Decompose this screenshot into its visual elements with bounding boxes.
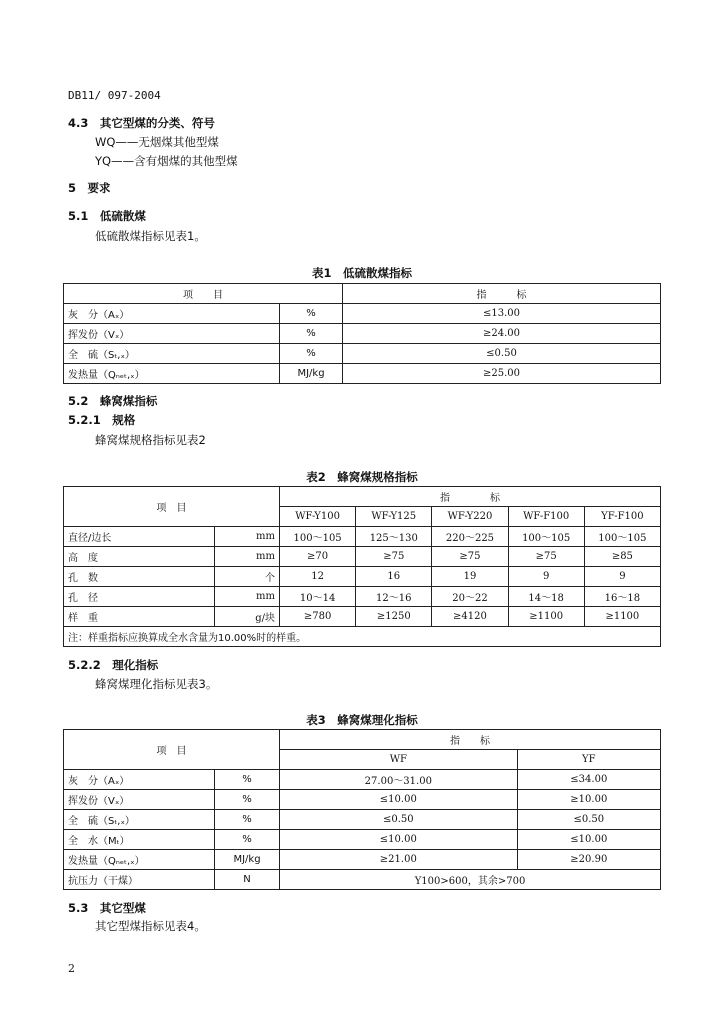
table3-row-unit: N <box>215 870 280 890</box>
table-row <box>64 607 661 627</box>
table3-row-name: 灰 分（Aₓ） <box>64 770 215 790</box>
table2-row-name: 高 度 <box>64 547 215 567</box>
table-row <box>64 567 661 587</box>
table-row <box>64 790 661 810</box>
table1-row-unit: MJ/kg <box>280 364 343 384</box>
table2-row-name: 直径/边长 <box>64 527 215 547</box>
table2-cell: 125～130 <box>356 527 432 547</box>
table1-row-unit: % <box>280 324 343 344</box>
table1 <box>63 283 661 384</box>
table3-row-unit: % <box>215 790 280 810</box>
table1-caption: 表1 低硫散煤指标 <box>311 266 412 280</box>
table3-row-name: 挥发份（Vₓ） <box>64 790 215 810</box>
table2-cell: ≥75 <box>432 547 508 567</box>
table2-cell: ≥75 <box>508 547 584 567</box>
table3-cell: ≤10.00 <box>517 830 660 850</box>
section-heading-5-2-2: 5.2.2 理化指标 <box>68 658 159 672</box>
table-row <box>64 547 661 567</box>
table-row <box>64 850 661 870</box>
section-heading-5-1: 5.1 低硫散煤 <box>68 209 146 223</box>
section-heading-5-2-1: 5.2.1 规格 <box>68 413 136 427</box>
table-row <box>64 364 661 384</box>
section-5-3-text: 其它型煤指标见表4。 <box>95 919 206 933</box>
table2-row-unit: g/块 <box>215 607 280 627</box>
table2-row-name: 孔 数 <box>64 567 215 587</box>
symbol-yq: YQ——含有烟煤的其他型煤 <box>95 154 238 168</box>
table3-cell: ≤10.00 <box>280 830 518 850</box>
table2-cell: ≥1100 <box>508 607 584 627</box>
table3-cell: ≥20.90 <box>517 850 660 870</box>
table1-row-value: ≥25.00 <box>343 364 661 384</box>
table3-column-header: WF <box>280 750 518 770</box>
table2-caption: 表2 蜂窝煤规格指标 <box>306 470 418 484</box>
table3-row-unit: % <box>215 770 280 790</box>
table3-cell: ≤10.00 <box>280 790 518 810</box>
table2-column-header: WF-F100 <box>508 507 584 527</box>
table2-cell: 20～22 <box>432 587 508 607</box>
table2-head-item: 项 目 <box>64 487 280 527</box>
table2-cell: ≥4120 <box>432 607 508 627</box>
table-row <box>64 810 661 830</box>
table2-header-row <box>64 487 661 507</box>
table1-row-value: ≤0.50 <box>343 344 661 364</box>
table3-row-unit: % <box>215 810 280 830</box>
table3-cell: ≥21.00 <box>280 850 518 870</box>
table3-row-name: 发热量（Qₙₑₜ,ₓ） <box>64 850 215 870</box>
table1-row-name: 挥发份（Vₓ） <box>64 324 280 344</box>
table1-row-unit: % <box>280 304 343 324</box>
table3-row-value: Y100>600，其余>700 <box>280 870 661 890</box>
table1-header-row <box>64 284 661 304</box>
table1-row-value: ≥24.00 <box>343 324 661 344</box>
table2-row-name: 样 重 <box>64 607 215 627</box>
table2-note-row <box>64 627 661 647</box>
section-5-1-text: 低硫散煤指标见表1。 <box>95 229 206 243</box>
section-heading-5-2: 5.2 蜂窝煤指标 <box>68 394 158 408</box>
table2-row-unit: mm <box>215 547 280 567</box>
table2-cell: ≥1250 <box>356 607 432 627</box>
table2-row-name: 孔 径 <box>64 587 215 607</box>
table2-cell: 10～14 <box>280 587 356 607</box>
table2-cell: 9 <box>508 567 584 587</box>
table1-row-unit: % <box>280 344 343 364</box>
table1-row-name: 全 硫（Sₜ,ₓ） <box>64 344 280 364</box>
section-5-2-2-text: 蜂窝煤理化指标见表3。 <box>95 677 218 691</box>
table2-cell: 220～225 <box>432 527 508 547</box>
section-5-2-1-text: 蜂窝煤规格指标见表2 <box>95 433 206 447</box>
document-code: DB11/ 097-2004 <box>68 89 161 102</box>
table2-cell: ≥70 <box>280 547 356 567</box>
table3 <box>63 729 661 890</box>
table2-cell: 9 <box>584 567 660 587</box>
table3-row-name: 全 硫（Sₜ,ₓ） <box>64 810 215 830</box>
table3-head-index: 指 标 <box>280 730 661 750</box>
table3-cell: 27.00～31.00 <box>280 770 518 790</box>
table3-cell: ≤0.50 <box>280 810 518 830</box>
section-heading-5: 5 要求 <box>68 181 111 195</box>
table2-cell: 14～18 <box>508 587 584 607</box>
table3-cell: ≤34.00 <box>517 770 660 790</box>
table1-head-item: 项 目 <box>64 284 343 304</box>
page-number: 2 <box>68 962 75 975</box>
table2-cell: ≥75 <box>356 547 432 567</box>
table2-row-unit: mm <box>215 527 280 547</box>
table2-column-header: WF-Y125 <box>356 507 432 527</box>
section-heading-4-3: 4.3 其它型煤的分类、符号 <box>68 116 215 130</box>
table3-head-item: 项 目 <box>64 730 280 770</box>
table2-row-unit: 个 <box>215 567 280 587</box>
table3-row-name: 全 水（Mₜ） <box>64 830 215 850</box>
table-row <box>64 830 661 850</box>
table2-column-header: WF-Y220 <box>432 507 508 527</box>
table2-cell: 12～16 <box>356 587 432 607</box>
table-row <box>64 344 661 364</box>
table2-cell: 16～18 <box>584 587 660 607</box>
table2-cell: 19 <box>432 567 508 587</box>
table1-row-value: ≤13.00 <box>343 304 661 324</box>
table3-last-row <box>64 870 661 890</box>
table1-row-name: 发热量（Qₙₑₜ,ₓ） <box>64 364 280 384</box>
table2-column-header: WF-Y100 <box>280 507 356 527</box>
table3-row-unit: % <box>215 830 280 850</box>
table2-cell: ≥780 <box>280 607 356 627</box>
table-row <box>64 324 661 344</box>
table3-cell: ≤0.50 <box>517 810 660 830</box>
table-row <box>64 770 661 790</box>
table3-column-header: YF <box>517 750 660 770</box>
table2-cell: 100～105 <box>508 527 584 547</box>
table2-cell: 100～105 <box>584 527 660 547</box>
table2-cell: 100～105 <box>280 527 356 547</box>
symbol-wq: WQ——无烟煤其他型煤 <box>95 135 219 149</box>
table2-cell: ≥85 <box>584 547 660 567</box>
table1-head-index: 指 标 <box>343 284 661 304</box>
table-row <box>64 527 661 547</box>
table-row <box>64 304 661 324</box>
table3-header-row <box>64 730 661 750</box>
table2-column-header: YF-F100 <box>584 507 660 527</box>
table1-row-name: 灰 分（Aₓ） <box>64 304 280 324</box>
section-heading-5-3: 5.3 其它型煤 <box>68 901 146 915</box>
table3-cell: ≥10.00 <box>517 790 660 810</box>
table3-row-name: 抗压力（干煤） <box>64 870 215 890</box>
table3-row-unit: MJ/kg <box>215 850 280 870</box>
table2-cell: 12 <box>280 567 356 587</box>
table2-cell: ≥1100 <box>584 607 660 627</box>
table2-row-unit: mm <box>215 587 280 607</box>
table2-cell: 16 <box>356 567 432 587</box>
table-row <box>64 587 661 607</box>
table3-caption: 表3 蜂窝煤理化指标 <box>306 713 418 727</box>
table2-note: 注：样重指标应换算成全水含量为10.00%时的样重。 <box>64 627 661 647</box>
table2-head-index: 指 标 <box>280 487 661 507</box>
table2 <box>63 486 661 647</box>
